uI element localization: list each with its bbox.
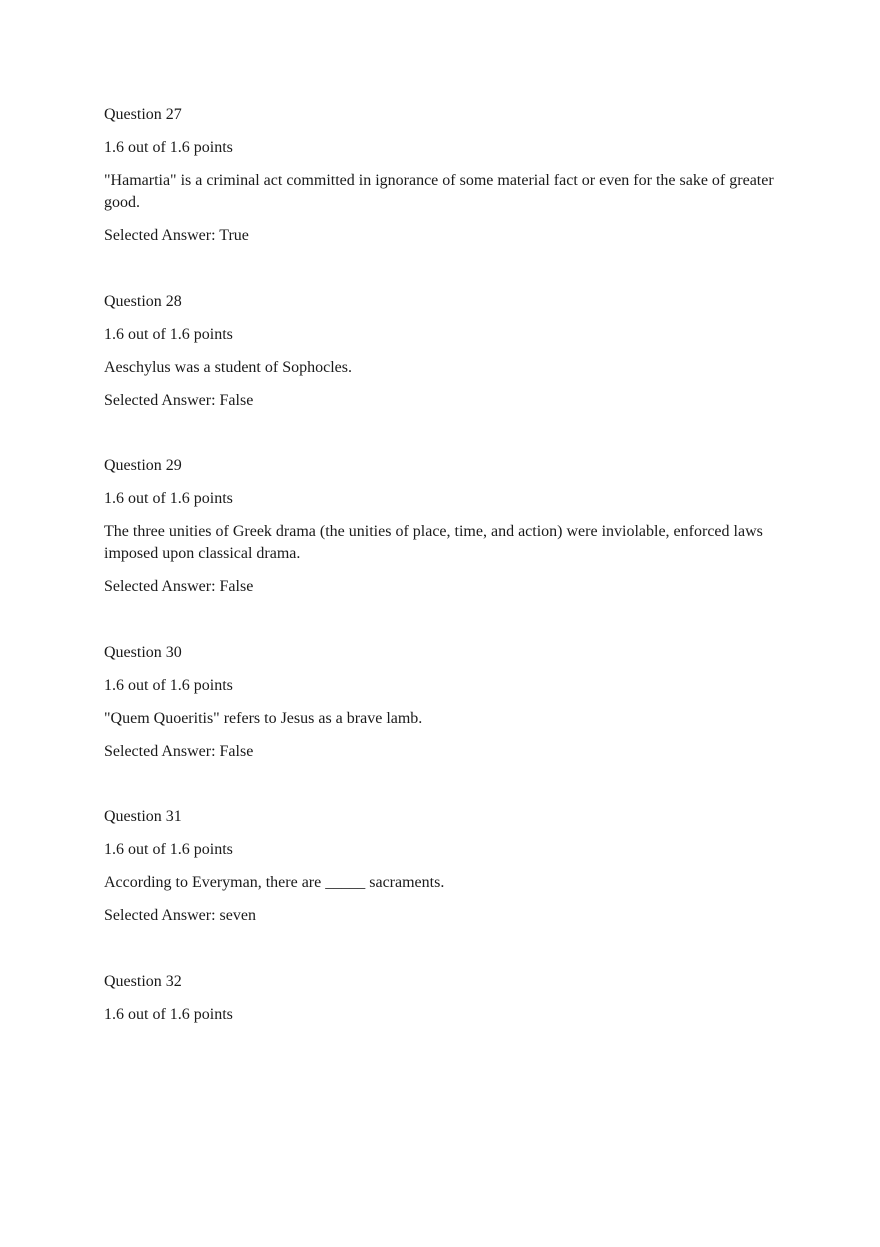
selected-answer: Selected Answer: True: [104, 227, 249, 244]
selected-answer: Selected Answer: False: [104, 578, 254, 595]
question-title: Question 29: [104, 457, 182, 474]
question-block: [104, 455, 794, 598]
question-points: 1.6 out of 1.6 points: [104, 490, 233, 507]
question-block: [104, 642, 794, 763]
question-title: Question 28: [104, 293, 182, 310]
question-points: 1.6 out of 1.6 points: [104, 841, 233, 858]
question-block: [104, 291, 794, 412]
question-text: "Hamartia" is a criminal act committed in ignorance of some material fact or even for the sake of greater good.: [104, 172, 774, 211]
question-text: Aeschylus was a student of Sophocles.: [104, 359, 352, 376]
question-text: The three unities of Greek drama (the unities of place, time, and action) were inviolable, enforced laws imposed upon classical drama.: [104, 523, 763, 562]
question-points: 1.6 out of 1.6 points: [104, 139, 233, 156]
selected-answer: Selected Answer: False: [104, 743, 254, 760]
question-block: [104, 104, 794, 247]
question-title: Question 31: [104, 808, 182, 825]
question-title: Question 27: [104, 106, 182, 123]
question-points: 1.6 out of 1.6 points: [104, 1006, 233, 1023]
question-title: Question 30: [104, 644, 182, 661]
selected-answer: Selected Answer: seven: [104, 907, 256, 924]
selected-answer: Selected Answer: False: [104, 392, 254, 409]
question-block: [104, 806, 794, 927]
question-block: [104, 971, 794, 1026]
question-points: 1.6 out of 1.6 points: [104, 326, 233, 343]
question-text: According to Everyman, there are _____ sacraments.: [104, 874, 445, 891]
question-points: 1.6 out of 1.6 points: [104, 677, 233, 694]
question-text: "Quem Quoeritis" refers to Jesus as a brave lamb.: [104, 710, 423, 727]
question-title: Question 32: [104, 973, 182, 990]
